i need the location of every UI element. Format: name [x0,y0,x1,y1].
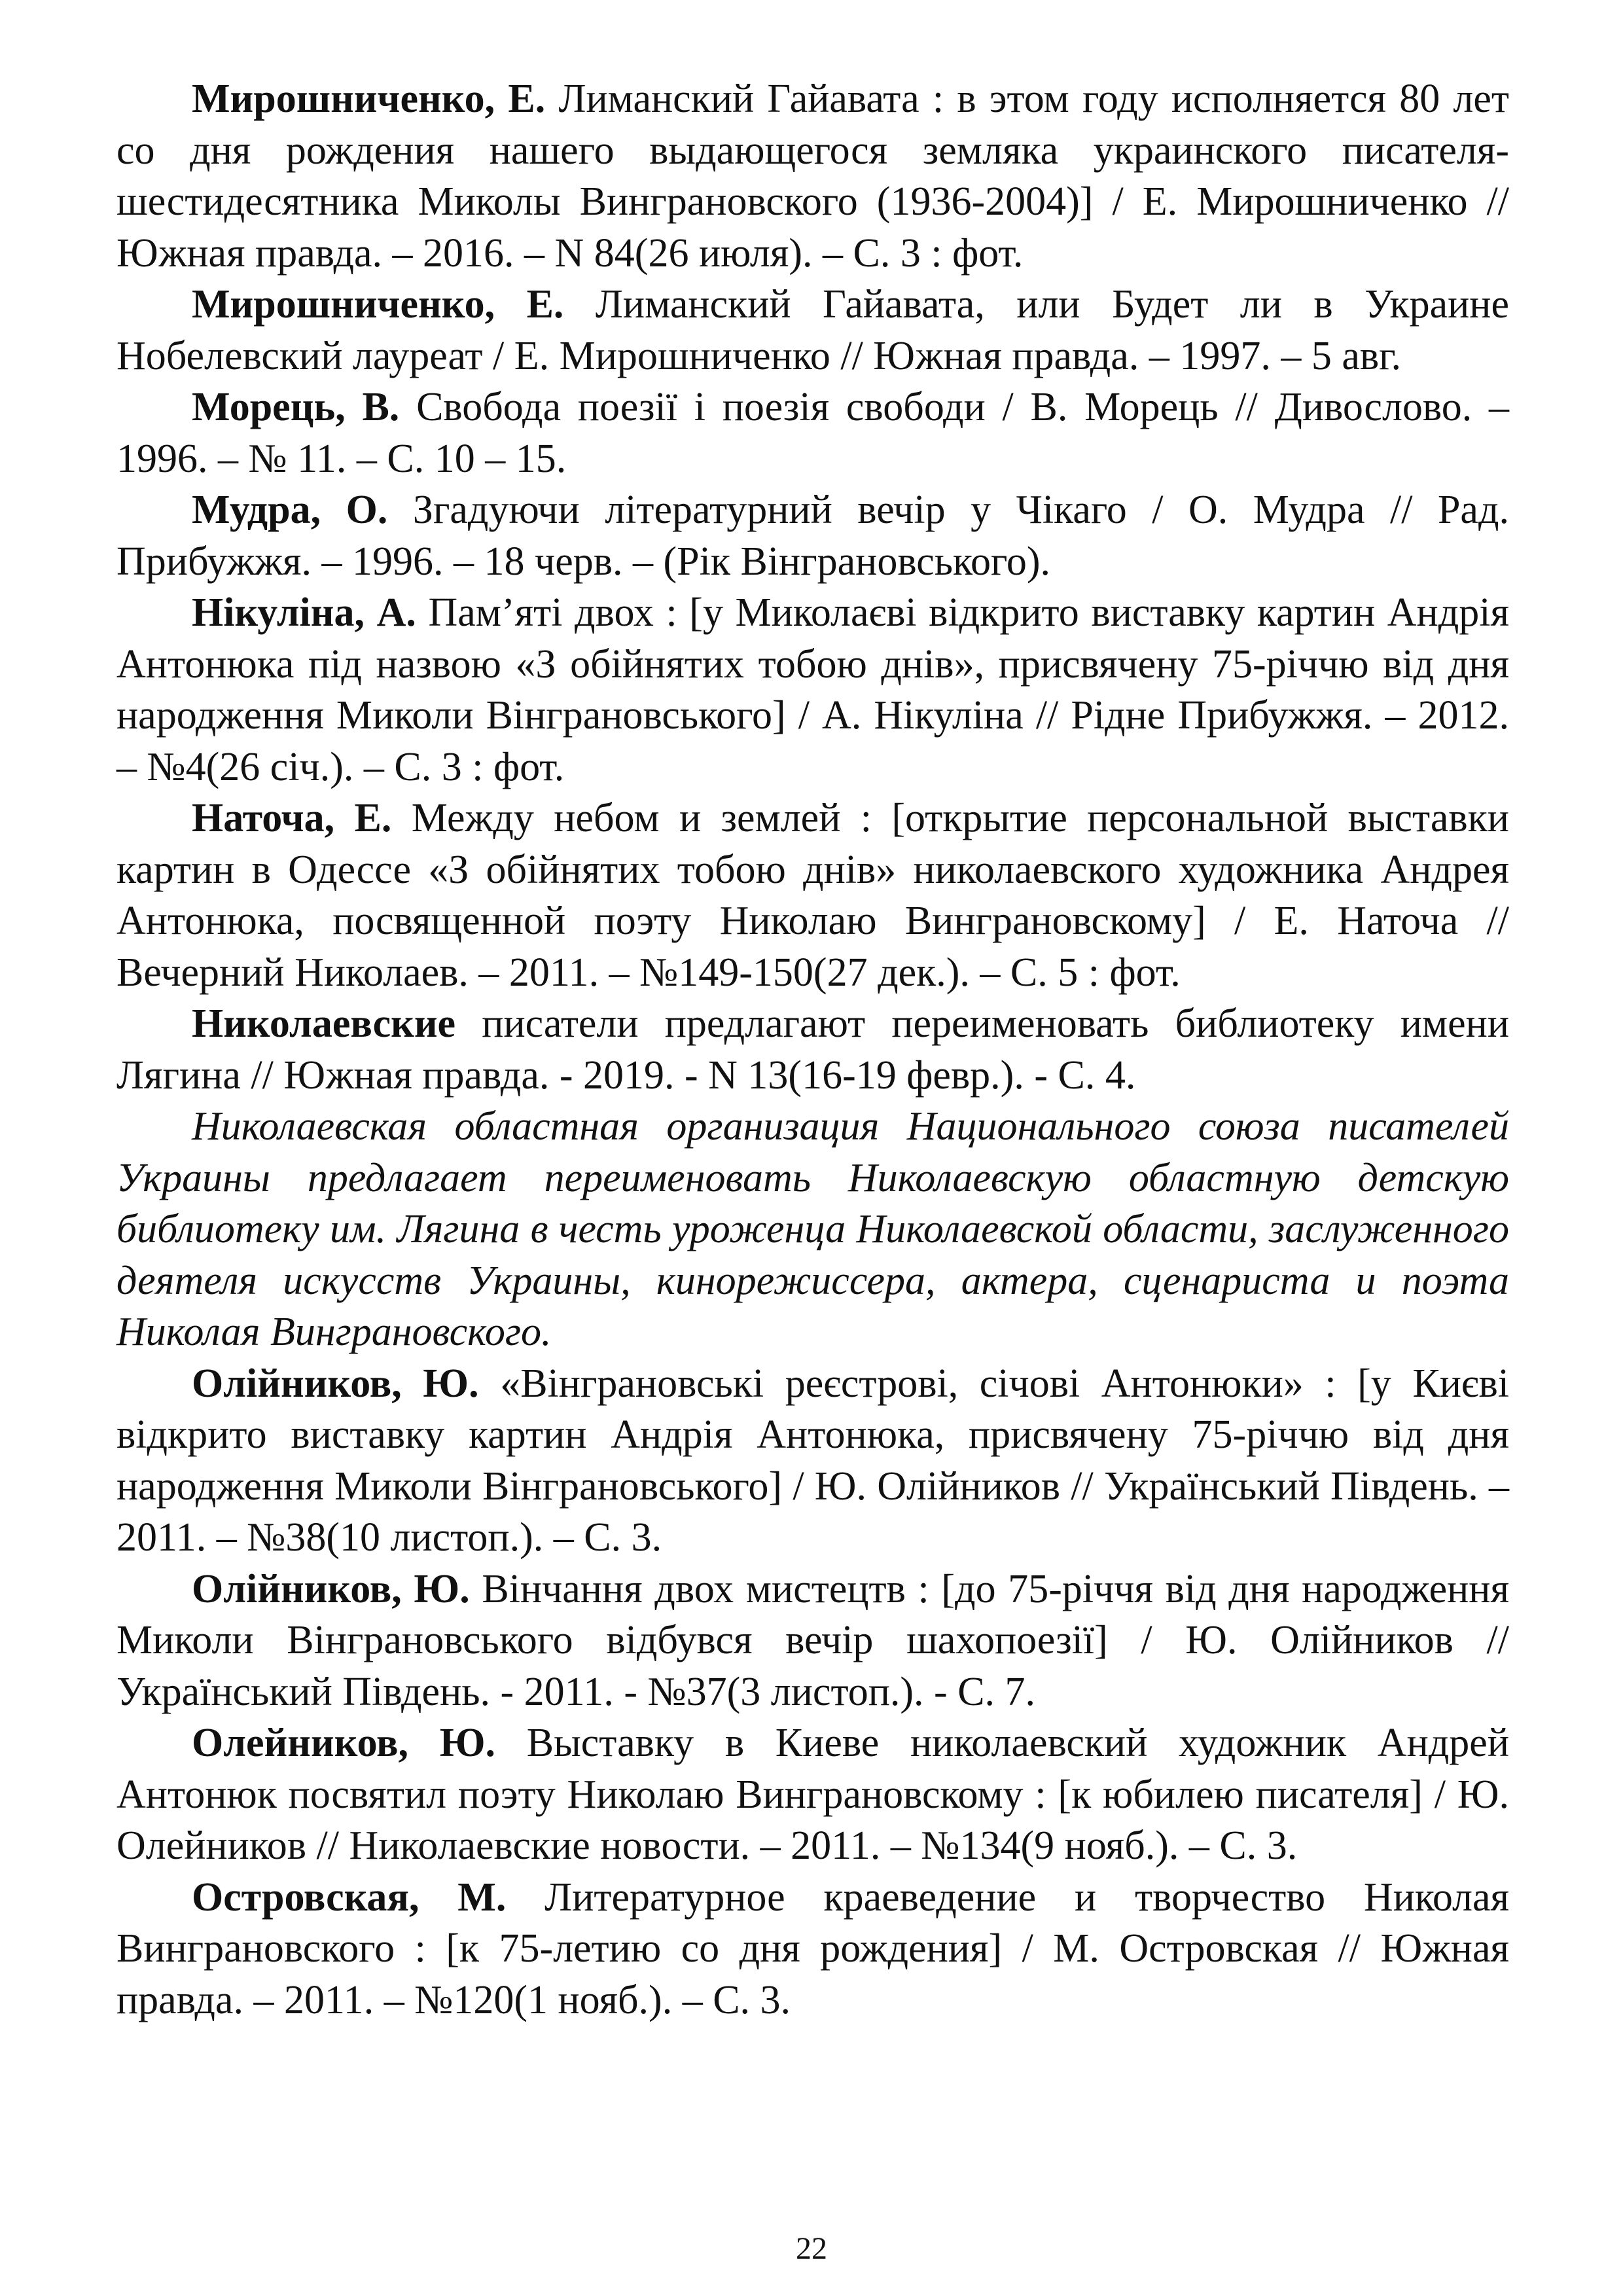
entry-text: «Вінграновські реєстрові, січові Антонюки» : [у Києві відкрито виставку картин Андрія Антонюка, присвячену 75-річчю від дня народження Миколи Вінграновського] / Ю. Олійников // Український Південь. – 2011. – №38(10 листоп.). – С. 3. [116,1361,1510,1560]
entry-text: Лиманский Гайавата, или Будет ли в Украине Нобелевский лауреат / Е. Мирошниченко // Южная правда. – 1997. – 5 авг. [116,282,1509,378]
entry-text: Лиманский Гайавата : в этом году исполняется 80 лет со дня рождения нашего выдающегося земляка украинского писателя-шестидесятника Миколы Винграновского (1936-2004)] / Е. Мирошниченко // Южная правда. – 2016. – N 84(26 июля). – С. 3 : фот. [116,77,1509,276]
entry-author: Мирошниченко, Е. [192,77,546,121]
bibliography-entry [116,1872,1509,2026]
entry-annotation: Николаевская областная организация Национального союза писателей Украины предлагает переименовать Николаевскую областную детскую библиотеку им. Лягина в честь уроженца Николаевской области, заслуженного деятеля искусств Украины, кинорежиссера, актера, сценариста и поэта Николая Винграновского. [116,1104,1509,1354]
entry-author: Олійников, Ю. [192,1361,479,1406]
bibliography-entry [116,279,1509,382]
entry-author: Мирошниченко, Е. [192,282,564,327]
page-number: 22 [796,2231,827,2266]
entry-author: Наточа, Е. [192,796,392,840]
entry-author: Морець, В. [192,385,400,429]
bibliography-entry [116,587,1509,793]
entry-text: Згадуючи літературний вечір у Чікаго / О. Мудра // Рад. Прибужжя. – 1996. – 18 черв. – (Рік Вінграновського). [116,488,1509,584]
entry-text: Вінчання двох мистецтв : [до 75-річчя від дня народження Миколи Вінграновського відбувся вечір шахопоезії] / Ю. Олійников // Український Південь. - 2011. - №37(3 листоп.). - С. 7. [116,1566,1510,1714]
entry-author: Нікуліна, А. [192,590,416,635]
bibliography-entry [116,382,1509,484]
entry-author: Олейников, Ю. [192,1721,496,1765]
entry-author: Олійников, Ю. [192,1566,470,1611]
bibliography-list [116,73,1509,2026]
entry-text: Между небом и землей : [открытие персональной выставки картин в Одессе «З обійнятих тобою днів» николаевского художника Андрея Антонюка, посвященной поэту Николаю Винграновскому] / Е. Наточа // Вечерний Николаев. – 2011. – №149-150(27 дек.). – С. 5 : фот. [116,796,1509,995]
bibliography-entry [116,73,1509,279]
bibliography-entry [116,484,1509,587]
entry-text: Свобода поезії і поезія свободи / В. Морець // Дивослово. – 1996. – № 11. – С. 10 – 15. [116,385,1509,481]
entry-author: Мудра, О. [192,488,388,532]
entry-text: писатели предлагают переименовать библиотеку имени Лягина // Южная правда. - 2019. - N 13(16-19 февр.). - С. 4. [116,1001,1509,1098]
entry-text: Литературное краеведение и творчество Николая Винграновского : [к 75-летию со дня рождения] / М. Островская // Южная правда. – 2011. – №120(1 нояб.). – С. 3. [116,1874,1510,2022]
entry-text: Выставку в Киеве николаевский художник Андрей Антонюк посвятил поэту Николаю Винграновскому : [к юбилею писателя] / Ю. Олейников // Николаевские новости. – 2011. – №134(9 нояб.). – С. 3. [116,1721,1509,1868]
bibliography-entry [116,998,1509,1101]
bibliography-entry [116,1564,1509,1718]
bibliography-entry [116,1717,1509,1872]
entry-text: Пам’яті двох : [у Миколаєві відкрито виставку картин Андрія Антонюка під назвою «З обійнятих тобою днів», присвячену 75-річчю від дня народження Миколи Вінграновського] / А. Нікуліна // Рідне Прибужжя. – 2012. – №4(26 січ.). – С. 3 : фот. [116,590,1509,789]
entry-author: Островская, М. [192,1874,507,1920]
entry-author: Николаевские [192,1001,456,1046]
bibliography-entry [116,1358,1509,1564]
bibliography-entry [116,793,1509,998]
